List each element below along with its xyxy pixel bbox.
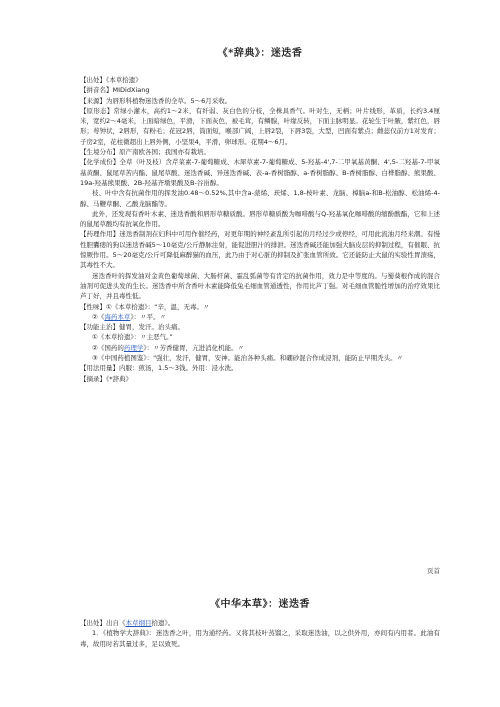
link-bencao-gangmu[interactable]: 本草纲目 bbox=[125, 619, 152, 627]
paragraph-function: 【功能主治】健胃，发汗。治头痛。 bbox=[80, 323, 184, 332]
paragraph-antibacterial: 迷迭香叶的挥发油对金黄色葡萄球菌、大肠杆菌、霍乱弧菌等有肯定的抗菌作用，效力是中等度的。与蜀葵根作成的混合油剂可促进头发的生长。迷迭香中所含香叶木素能降低兔毛细血管通透性，作用比芦丁强。对毛细血管脆性增加的治疗效果比芦丁好，并且毒性低。 bbox=[80, 271, 440, 301]
function-item-2 bbox=[80, 343, 440, 353]
paragraph-origin: 【来源】为唇形科植物迷迭香的全草。5～6月采收。 bbox=[80, 96, 232, 105]
paragraph-usage: 【用法用量】内服：煎汤，1.5～3钱。外用：浸水洗。 bbox=[80, 364, 238, 373]
link-pharmacology[interactable]: 药理学 bbox=[123, 343, 144, 352]
paragraph-botany-dictionary: 1．《植物学大辞典》：迷迭香之叶，用为通经药。又将其枝叶蒸馏之，采取迷迭油，以之供外用，亦间有内用者。此油有毒，故用时若其量过多，足以致死。 bbox=[80, 629, 440, 648]
page-title: 《*辞典》：迷迭香 bbox=[217, 48, 303, 59]
text-fragment: ②《 bbox=[92, 312, 105, 321]
section-title: 《中华本草》：迷迭香 bbox=[210, 599, 310, 610]
text-fragment: 》：〃平。〃 bbox=[130, 312, 167, 321]
text-fragment: ②《国药的 bbox=[92, 343, 124, 352]
paragraph-chemistry: 【化学成份】全草（叶及枝）含芹菜素-7-葡萄糖成、木犀草素-7-葡萄糖成、5-羟基-4',7-二甲氧基黄酮、4',5-二羟基-7-甲氧基黄酮、鼠尾草苦内酯、鼠尾草酸、迷迭香碱、异迷迭香碱、表-a-香树脂醇、a-香树脂醇、B-香树脂醇、白桦脂醇、熊果酸、19a-羟基熊果酸、2B-羟基齐墩果酸及B-谷甾醇。 bbox=[80, 158, 440, 187]
paragraph-habitat: 【生境分布】原产南欧各国；我国亦有栽培。 bbox=[80, 148, 210, 157]
paragraph-source-2 bbox=[80, 618, 440, 628]
paragraph-nature-taste: 【性味】①《本草拾遗》：“辛，温，无毒。〃 bbox=[80, 302, 210, 311]
nature-taste-item-2 bbox=[80, 312, 440, 322]
text-fragment: 》：〃芳香健胃，亢进消化机能。〃 bbox=[143, 343, 245, 352]
function-item-3: ③《中国药植图鉴》："强壮，发汗，健胃，安神。能治各种头痛。和硼砂混合作成浸剂，能防止早期秃头。〃 bbox=[92, 354, 404, 363]
second-section bbox=[0, 566, 500, 649]
paragraph-volatile-oil: 枝、叶中含有抗菌作用的挥发油0.48～0.52%,其中含a-蒎烯、莰烯、1,8-桉叶素、龙脑、樟脑a-和B-松油醇、松油烯-4-醇、马鞭草酮、乙酸龙脑酯等。 bbox=[80, 189, 440, 208]
paragraph-pharmacology: 【药理作用】迷迭香制剂在妇科中可用作催经药，对更年期的神经紊乱所引起的月经过少或停经，可用此流油月经来潮。有慢性胆囊瘘的狗以迷迭香碱5～10毫克/公斤静脉注射，能促进胆汁的排泄。迷迭香碱还能加强大脑皮层的抑制过程，有催眠、抗惊厥作用。5～20毫克/公斤可降低麻醉猫的血压，此乃由于对心脏的抑制及扩张血管所致。它还能防止大鼠的实验性胃溃疡，其毒性不大。 bbox=[80, 230, 440, 270]
link-haiyao-bencao[interactable]: 海药本草 bbox=[104, 312, 131, 321]
text-fragment: 拾遗》。 bbox=[151, 619, 175, 627]
text-fragment: 【出处】出自《 bbox=[80, 619, 126, 627]
function-item-1: ①《本草拾遗》：〃主恶气。” bbox=[92, 333, 173, 342]
paragraph-excerpt: 【摘录】《*辞典》 bbox=[80, 374, 132, 383]
paragraph-source: 【出处】《本草拾遗》 bbox=[80, 76, 142, 84]
page-label: 页首 bbox=[427, 567, 440, 575]
paragraph-antioxidant: 此外，还发现有香叶木素、迷迭香酸和唇形草糖质酸。唇形草糖质酸为咖啡酸与Q-羟基氧化咖啡酸的缩酚酸酯，它和上述的鼠尾草酸均有抗氧化作用。 bbox=[80, 209, 440, 229]
paragraph-morphology: 【原形态】常绿小灌木，高约1～2米，有纤弱、灰白色的分枝，全株具香气。叶对生，无柄；叶片线形，革质，长约3.4厘米，宽约2～4毫米，上面暗绿色，平滑，下面灰色，被毛茸，有鳞腺，叶缘反转，下面主脉明显。花轮生于叶腋，紫红色，唇形；萼钟状，2唇形，有粉毛；花冠2唇，筒面短，喉部广阔，上唇2裂，下唇3裂，大型，凹面有紫点；雌蕊仅前方1对发育；子房2室，花柱微超出上唇外侧，小坚果4，平滑，卵球形。花期4～6月。 bbox=[80, 106, 440, 146]
paragraph-pinyin: 【拼音名】MIDidXiang bbox=[80, 86, 150, 95]
